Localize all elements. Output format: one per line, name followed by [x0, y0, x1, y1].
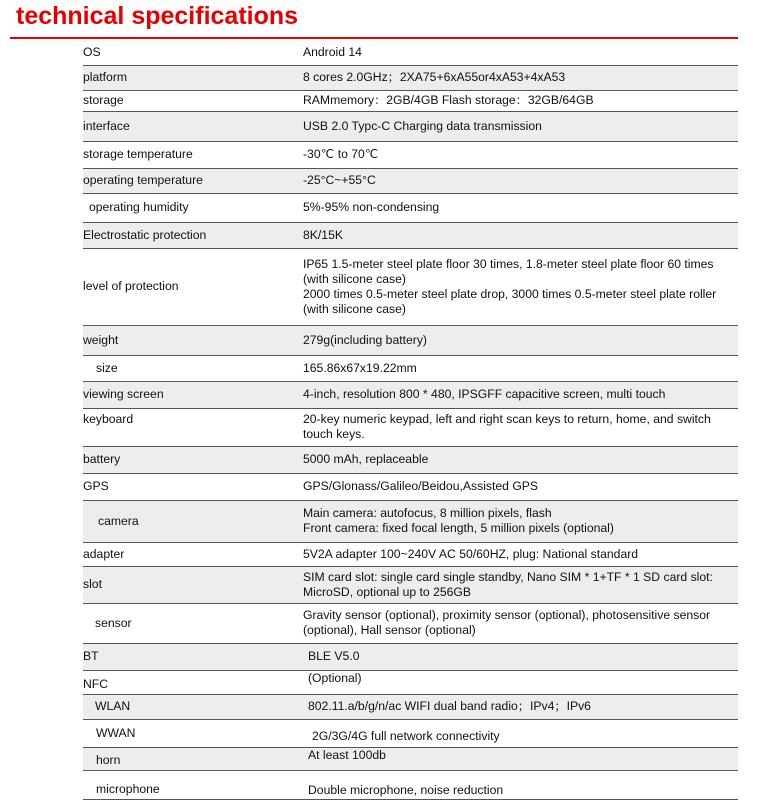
spec-value: 165.86x67x19.22mm — [303, 355, 738, 381]
page-title: technical specifications — [16, 2, 299, 30]
spec-value: 8 cores 2.0GHz；2XA75+6xA55or4xA53+4xA53 — [303, 65, 738, 90]
spec-value: RAMmemory：2GB/4GB Flash storage：32GB/64GB — [303, 90, 738, 111]
table-row — [83, 65, 738, 90]
spec-value: 5000 mAh, replaceable — [303, 446, 738, 473]
spec-label: size — [83, 355, 303, 381]
spec-value: Double microphone, noise reduction — [303, 770, 738, 799]
spec-value-text: Main camera: autofocus, 8 million pixels, flash Front camera: fixed focal length, 5 million pixels (optional) — [303, 506, 614, 535]
spec-value: 279g(including battery) — [303, 325, 738, 355]
table-row — [83, 770, 738, 799]
spec-label: platform — [83, 65, 303, 90]
table-row — [83, 111, 738, 141]
spec-value: At least 100db — [303, 747, 738, 770]
spec-label: viewing screen — [83, 381, 303, 408]
spec-value: SIM card slot: single card single standby, Nano SIM * 1+TF * 1 SD card slot: MicroSD, optional up to 256GB — [303, 566, 738, 603]
spec-value: 5V2A adapter 100~240V AC 50/60HZ, plug: National standard — [303, 542, 738, 566]
specs-table — [83, 40, 738, 800]
spec-label: keyboard — [83, 408, 303, 446]
spec-value: USB 2.0 Typc-C Charging data transmission — [303, 111, 738, 141]
table-row — [83, 603, 738, 643]
table-row — [83, 193, 738, 222]
spec-label: camera — [83, 500, 303, 542]
spec-value: 2G/3G/4G full network connectivity — [303, 719, 738, 747]
spec-label: level of protection — [83, 248, 303, 325]
spec-value: Gravity sensor (optional), proximity sensor (optional), photosensitive sensor (optional), Hall sensor (optional) — [303, 603, 738, 643]
table-row — [83, 694, 738, 719]
spec-label: WWAN — [83, 719, 303, 747]
spec-label: slot — [83, 566, 303, 603]
spec-value: BLE V5.0 — [303, 643, 738, 670]
spec-value: Android 14 — [303, 40, 738, 65]
spec-label: sensor — [83, 603, 303, 643]
spec-label: battery — [83, 446, 303, 473]
spec-value: -25°C~+55°C — [303, 168, 738, 193]
table-row — [83, 325, 738, 355]
spec-label: WLAN — [83, 694, 303, 719]
spec-value: 8K/15K — [303, 222, 738, 248]
spec-value: 4-inch, resolution 800 * 480, IPSGFF capacitive screen, multi touch — [303, 381, 738, 408]
spec-label: Electrostatic protection — [83, 222, 303, 248]
spec-value: 802.11.a/b/g/n/ac WIFI dual band radio；IPv4；IPv6 — [303, 694, 738, 719]
spec-label: interface — [83, 111, 303, 141]
table-row — [83, 141, 738, 168]
spec-value: (Optional) — [303, 670, 738, 694]
table-row — [83, 446, 738, 473]
table-row — [83, 566, 738, 603]
table-row — [83, 473, 738, 500]
spec-value — [303, 248, 738, 325]
table-row — [83, 248, 738, 325]
spec-label: OS — [83, 40, 303, 65]
spec-label: NFC — [83, 670, 303, 694]
spec-label: GPS — [83, 473, 303, 500]
spec-value: 5%-95% non-condensing — [303, 193, 738, 222]
table-row — [83, 355, 738, 381]
table-row — [83, 542, 738, 566]
spec-value: GPS/Glonass/Galileo/Beidou,Assisted GPS — [303, 473, 738, 500]
spec-value-text: IP65 1.5-meter steel plate floor 30 times, 1.8-meter steel plate floor 60 times (with silicone case) 2000 times 0.5-meter steel plate drop, 3000 times 0.5-meter steel plate roller (with silicone case) — [303, 256, 717, 316]
spec-label: microphone — [83, 770, 303, 799]
title-divider — [10, 37, 738, 39]
table-row — [83, 168, 738, 193]
spec-value: -30℃ to 70℃ — [303, 141, 738, 168]
spec-label: storage — [83, 90, 303, 111]
spec-label: adapter — [83, 542, 303, 566]
table-row — [83, 719, 738, 747]
table-row — [83, 670, 738, 694]
spec-value — [303, 500, 738, 542]
spec-label: operating temperature — [83, 168, 303, 193]
spec-label: horn — [83, 747, 303, 770]
spec-label: operating humidity — [83, 193, 303, 222]
spec-label: weight — [83, 325, 303, 355]
table-row — [83, 747, 738, 770]
table-row — [83, 40, 738, 65]
table-row — [83, 408, 738, 446]
table-row — [83, 381, 738, 408]
table-row — [83, 222, 738, 248]
spec-label: storage temperature — [83, 141, 303, 168]
table-row — [83, 90, 738, 111]
spec-label: BT — [83, 643, 303, 670]
table-row — [83, 500, 738, 542]
spec-value: 20-key numeric keypad, left and right scan keys to return, home, and switch touch keys. — [303, 408, 738, 446]
table-row — [83, 643, 738, 670]
